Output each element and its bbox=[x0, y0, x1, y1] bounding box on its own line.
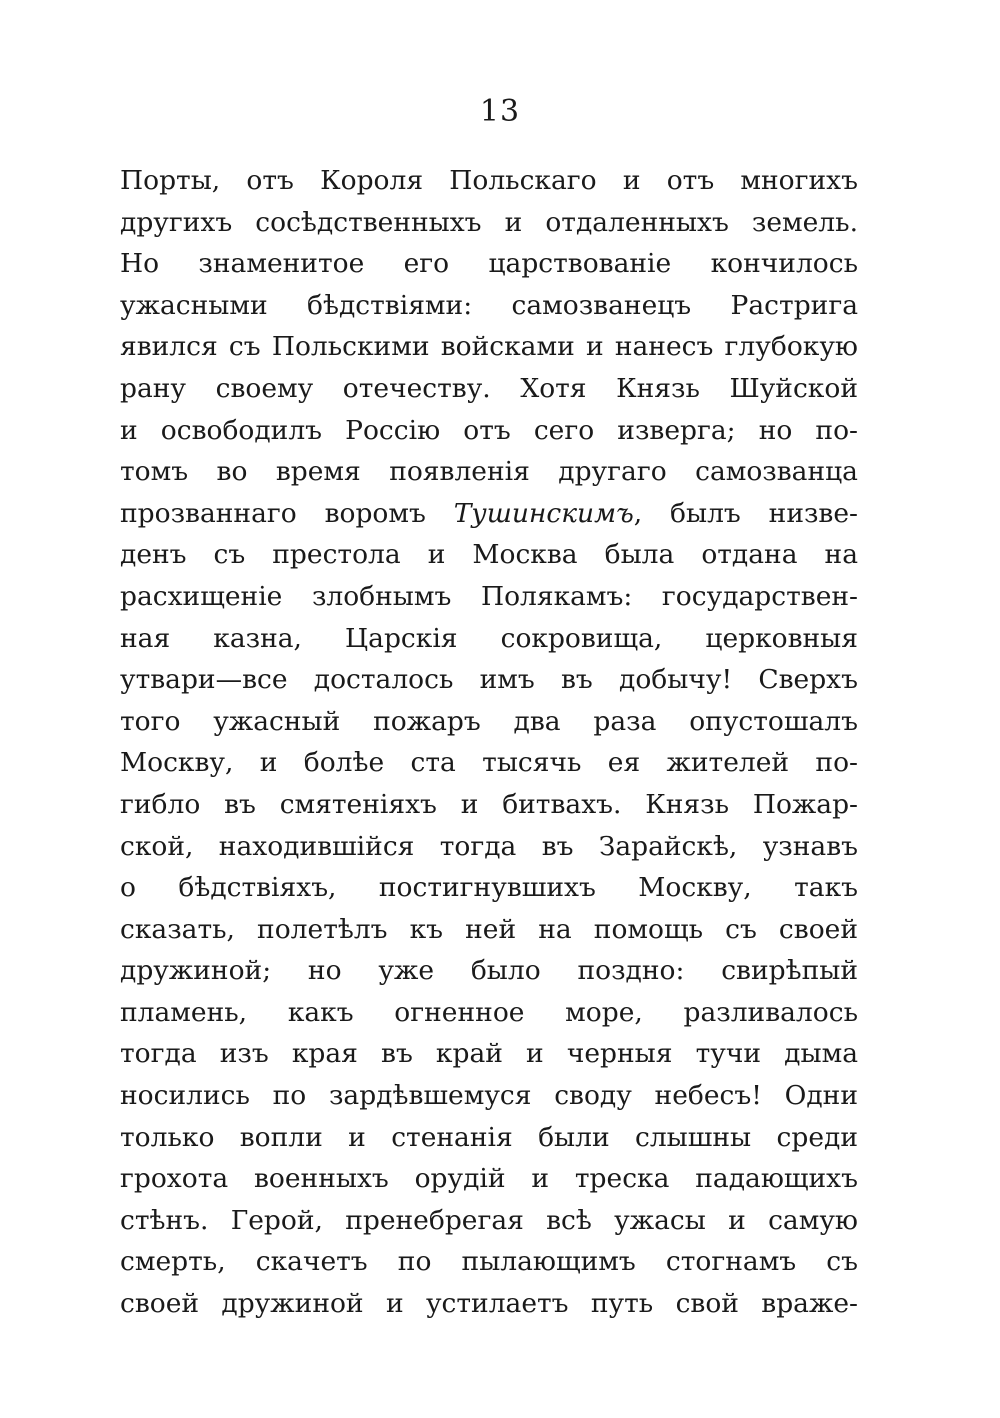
text-line: расхищеніе злобнымъ Полякамъ: государствен- bbox=[120, 580, 858, 612]
text-line: Но знаменитое его царствованіе кончилось bbox=[120, 248, 858, 280]
text-line: смерть, скачетъ по пылающимъ стогнамъ съ bbox=[120, 1246, 858, 1278]
text-line bbox=[120, 493, 858, 535]
page-number: 13 bbox=[479, 94, 521, 129]
text-line: ная казна, Царскія сокровища, церковныя bbox=[120, 622, 858, 654]
text-line: стѣнъ. Герой, пренебрегая всѣ ужасы и самую bbox=[120, 1204, 858, 1236]
text-line: Порты, отъ Короля Польскаго и отъ многихъ bbox=[120, 165, 858, 196]
text-line: о бѣдствіяхъ, постигнувшихъ Москву, такъ bbox=[120, 872, 858, 904]
text-line: явился съ Польскими войсками и нанесъ глубокую bbox=[120, 331, 858, 363]
italic-name: Тушинскимъ bbox=[453, 497, 634, 529]
text-line: ужасными бѣдствіями: самозванецъ Растрига bbox=[120, 289, 858, 321]
text-line: другихъ сосѣдственныхъ и отдаленныхъ земель. bbox=[120, 206, 858, 238]
text-line: только вопли и стенанія были слышны среди bbox=[120, 1121, 858, 1153]
text-line: тогда изъ края въ край и черныя тучи дыма bbox=[120, 1038, 858, 1070]
text-line: и освободилъ Россію отъ сего изверга; но по- bbox=[120, 414, 858, 446]
text-line: гибло въ смятеніяхъ и битвахъ. Князь Пожар- bbox=[120, 788, 858, 820]
text-line: ской, находившійся тогда въ Зарайскѣ, узнавъ bbox=[120, 830, 858, 862]
text-line: того ужасный пожаръ два раза опустошалъ bbox=[120, 705, 858, 737]
text-line: утвари—все досталось имъ въ добычу! Сверхъ bbox=[120, 664, 858, 696]
text-line: грохота военныхъ орудій и треска падающихъ bbox=[120, 1163, 858, 1195]
text-line: своей дружиной и устилаетъ путь свой враже- bbox=[120, 1288, 858, 1320]
text-segment: прозваннаго воромъ bbox=[120, 497, 454, 529]
text-line: томъ во время появленія другаго самозванца bbox=[120, 456, 858, 488]
text-line: денъ съ престола и Москва была отдана на bbox=[120, 539, 858, 571]
text-line: дружиной; но уже было поздно: свирѣпый bbox=[120, 955, 858, 987]
text-line: пламень, какъ огненное море, разливалось bbox=[120, 996, 858, 1028]
text-line: сказать, полетѣлъ къ ней на помощь съ своей bbox=[120, 913, 858, 945]
text-line: носились по зардѣвшемуся своду небесъ! Одни bbox=[120, 1080, 858, 1112]
text-line: рану своему отечеству. Хотя Князь Шуйской bbox=[120, 372, 858, 404]
body-text bbox=[120, 160, 858, 1325]
text-segment: , былъ низве- bbox=[633, 497, 858, 529]
text-line: Москву, и болѣе ста тысячь ея жителей по- bbox=[120, 747, 858, 779]
